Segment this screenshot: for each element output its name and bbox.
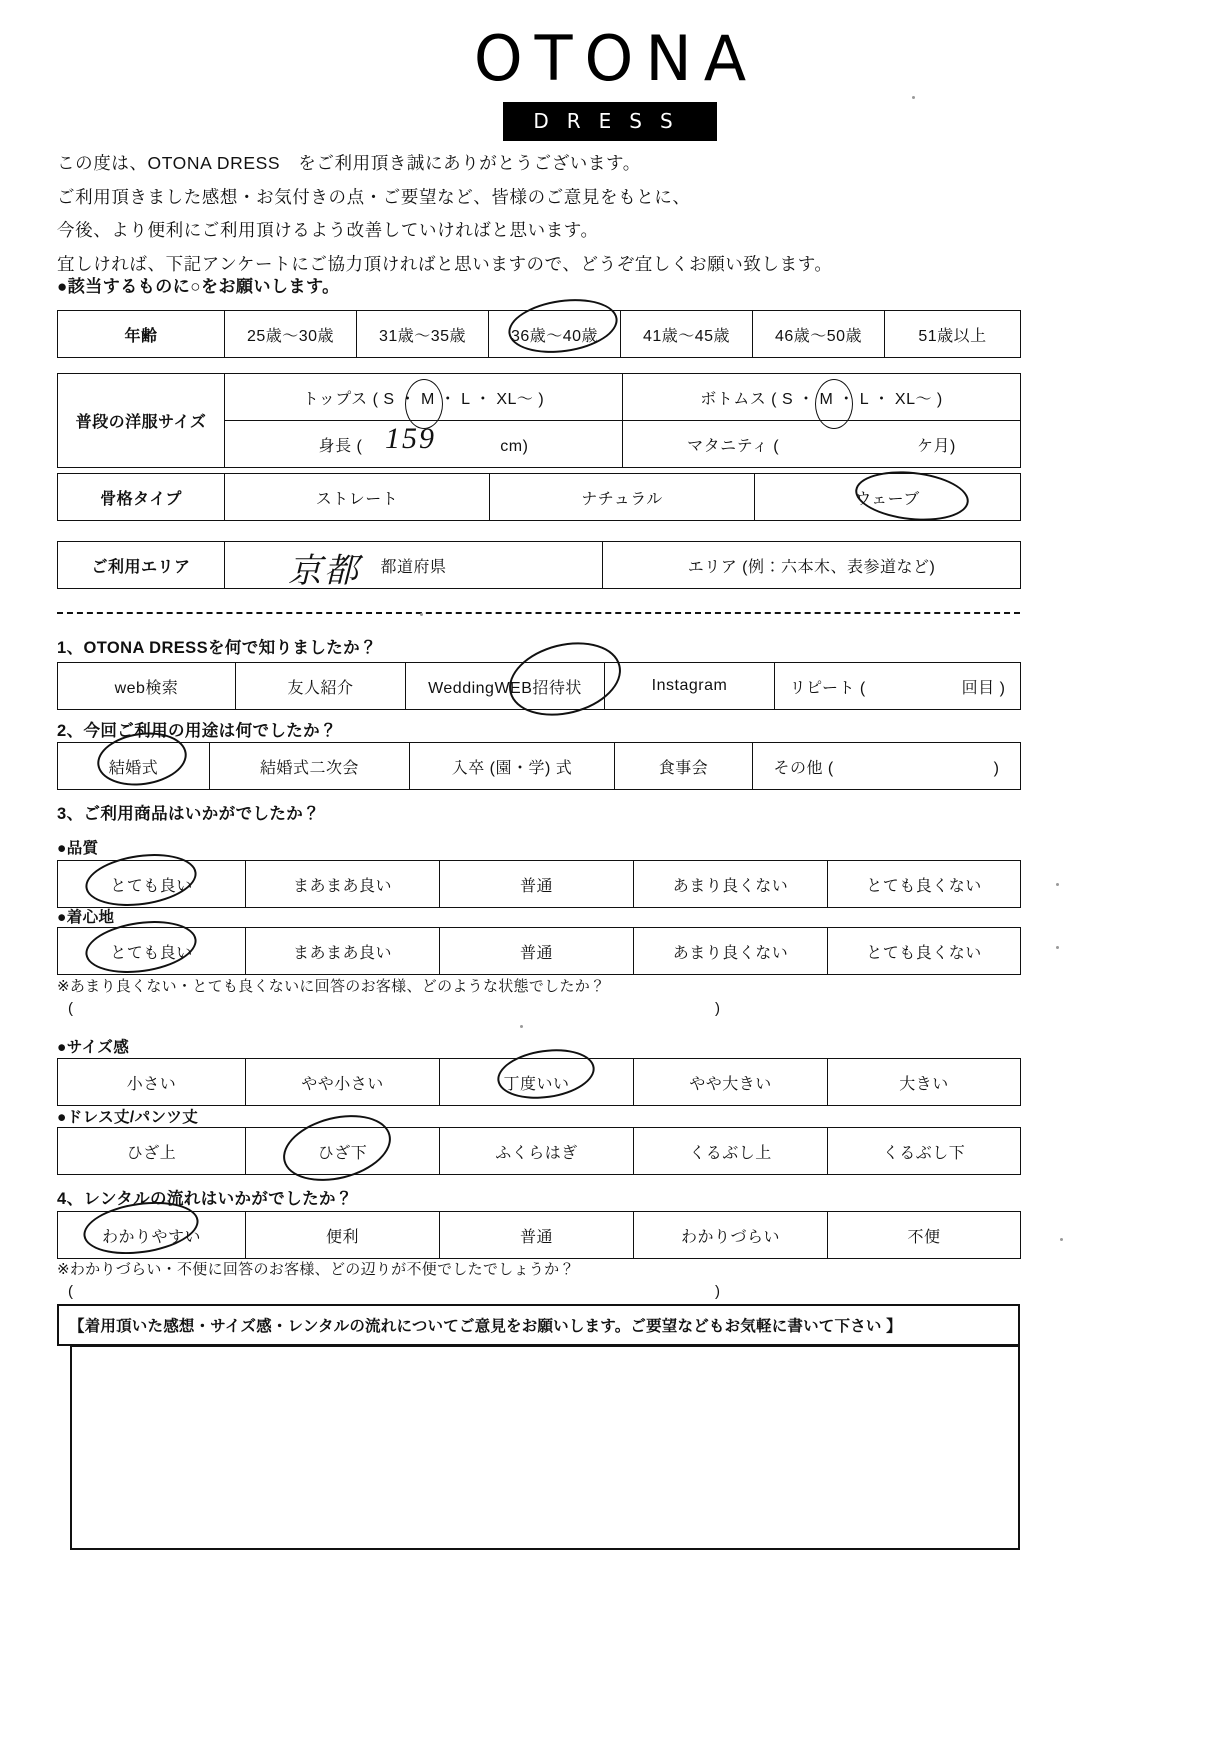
q1-option-2[interactable]: WeddingWEB招待状 [406,663,605,710]
q4-option-0[interactable]: わかりやすい [58,1212,246,1259]
q3-fit-option-1[interactable]: やや小さい [246,1059,440,1106]
q3-length-table [57,1127,1021,1175]
height-label: 身長 ( [318,437,363,455]
table-row [58,1059,1021,1106]
comment-section-title: 【着用頂いた感想・サイズ感・レンタルの流れについてご意見をお願いします。ご要望などもお気軽に書いて下さい 】 [57,1304,1020,1346]
q3-fit-table [57,1058,1021,1106]
q3-length-label: ●ドレス丈/パンツ丈 [57,1109,199,1126]
prefecture-cell[interactable]: 都道府県 [225,542,603,589]
frame-option-2[interactable]: ウェーブ [755,474,1021,521]
intro-line-2: ご利用頂きました感想・お気付きの点・ご要望など、皆様のご意見をもとに、 [57,186,691,207]
q3-comfort-label: ●着心地 [57,909,115,926]
scan-speck [1060,1238,1063,1241]
q3-comfort-option-4[interactable]: とても良くない [828,928,1021,975]
age-option-5[interactable]: 51歳以上 [885,311,1021,358]
age-option-0[interactable]: 25歳〜30歳 [225,311,357,358]
q3-length-option-3[interactable]: くるぶし上 [634,1128,828,1175]
maternity-label: マタニティ ( [687,437,780,455]
q2-option-0[interactable]: 結婚式 [58,743,210,790]
table-row [58,542,1021,589]
q1-repeat-label: リピート ( [789,679,866,697]
q1-repeat-suffix: 回目 ) [961,679,1006,697]
area-label: ご利用エリア [58,542,225,589]
q4-table [57,1211,1021,1259]
brand-name: OTONA [473,22,759,95]
table-row [58,743,1021,790]
q1-option-4[interactable] [775,663,1021,710]
maternity-unit: ケ月) [917,437,956,455]
q4-title: 4、レンタルの流れはいかがでしたか？ [57,1190,353,1208]
q4-option-2[interactable]: 普通 [440,1212,634,1259]
q3-comfort-note: ※あまり良くない・とても良くないに回答のお客様、どのような状態でしたか？ [57,978,606,995]
table-row [58,1128,1021,1175]
scan-speck [912,96,915,99]
scan-speck [1056,946,1059,949]
q3-comfort-option-0[interactable]: とても良い [58,928,246,975]
q2-title: 2、今回ご利用の用途は何でしたか？ [57,722,337,740]
age-option-3[interactable]: 41歳〜45歳 [621,311,753,358]
q4-option-3[interactable]: わかりづらい [634,1212,828,1259]
area-hint-cell[interactable]: エリア (例：六本木、表参道など) [603,542,1021,589]
q3-comfort-table [57,927,1021,975]
table-row [58,928,1021,975]
scan-speck [1056,883,1059,886]
q1-table [57,662,1021,710]
frame-option-1[interactable]: ナチュラル [490,474,755,521]
q2-table [57,742,1021,790]
q3-fit-option-3[interactable]: やや大きい [634,1059,828,1106]
q3-quality-option-0[interactable]: とても良い [58,861,246,908]
clothing-size-label: 普段の洋服サイズ [58,374,225,468]
q1-title: 1、OTONA DRESSを何で知りましたか？ [57,639,377,657]
q3-title: 3、ご利用商品はいかがでしたか？ [57,805,321,823]
table-row [58,474,1021,521]
q3-quality-option-3[interactable]: あまり良くない [634,861,828,908]
scan-speck [420,613,423,616]
intro-line-4: 宜しければ、下記アンケートにご協力頂ければと思いますので、どうぞ宜しくお願い致します。 [57,253,833,274]
q4-note-open: ( [68,1283,74,1300]
handwritten-prefecture-value: 京都 [288,553,360,590]
clothing-size-table [57,373,1021,468]
q3-fit-option-4[interactable]: 大きい [828,1059,1021,1106]
age-option-2[interactable]: 36歳〜40歳 [489,311,621,358]
q4-option-4[interactable]: 不便 [828,1212,1021,1259]
q2-option-4[interactable] [753,743,1021,790]
maternity-cell[interactable] [623,421,1021,468]
q2-option-1[interactable]: 結婚式二次会 [210,743,410,790]
q3-quality-option-4[interactable]: とても良くない [828,861,1021,908]
q3-fit-option-2[interactable]: 丁度いい [440,1059,634,1106]
q3-comfort-option-1[interactable]: まあまあ良い [246,928,440,975]
intro-text [57,152,1057,287]
q1-option-3[interactable]: Instagram [605,663,775,710]
bottoms-size-options[interactable]: ボトムス ( S ・ M ・ L ・ XL〜 ) [623,374,1021,421]
frame-type-label: 骨格タイプ [58,474,225,521]
tops-size-options[interactable]: トップス ( S ・ M ・ L ・ XL〜 ) [225,374,623,421]
height-unit: cm) [500,437,529,455]
q3-quality-label: ●品質 [57,840,99,857]
q3-length-option-0[interactable]: ひざ上 [58,1128,246,1175]
q3-fit-label: ●サイズ感 [57,1039,130,1056]
brand-subname: DRESS [503,102,716,141]
frame-type-table [57,473,1021,521]
table-row [58,311,1021,358]
q2-other-label: その他 ( [773,759,834,777]
q3-length-option-2[interactable]: ふくらはぎ [440,1128,634,1175]
q3-length-option-1[interactable]: ひざ下 [246,1128,440,1175]
scan-speck [520,1025,523,1028]
intro-line-1: この度は、OTONA DRESS をご利用頂き誠にありがとうございます。 [57,153,641,173]
q2-option-2[interactable]: 入卒 (園・学) 式 [410,743,615,790]
table-row [58,1212,1021,1259]
q3-comfort-option-2[interactable]: 普通 [440,928,634,975]
q2-other-suffix: ) [993,759,1000,777]
age-option-1[interactable]: 31歳〜35歳 [357,311,489,358]
q3-length-option-4[interactable]: くるぶし下 [828,1128,1021,1175]
age-option-4[interactable]: 46歳〜50歳 [753,311,885,358]
circle-instruction: ●該当するものに○をお願いします。 [57,277,340,296]
brand-logo [0,22,1220,141]
table-row [58,663,1021,710]
q3-fit-option-0[interactable]: 小さい [58,1059,246,1106]
q3-comfort-option-3[interactable]: あまり良くない [634,928,828,975]
q3-comfort-note-open: ( [68,1000,74,1017]
table-row [58,861,1021,908]
q4-note-close: ) [715,1283,721,1300]
age-label: 年齢 [58,311,225,358]
handwritten-height-value: 159 [385,422,436,455]
table-row [58,374,1021,421]
q2-option-3[interactable]: 食事会 [615,743,753,790]
height-cell[interactable] [225,421,623,468]
frame-option-0[interactable]: ストレート [225,474,490,521]
q4-note: ※わかりづらい・不便に回答のお客様、どの辺りが不便でしたでしょうか？ [57,1261,575,1278]
age-table [57,310,1021,358]
q3-quality-option-1[interactable]: まあまあ良い [246,861,440,908]
intro-line-3: 今後、より便利にご利用頂けるよう改善していければと思います。 [57,220,599,241]
area-table [57,541,1021,589]
q1-option-1[interactable]: 友人紹介 [236,663,406,710]
q3-quality-table [57,860,1021,908]
q1-option-0[interactable]: web検索 [58,663,236,710]
q3-comfort-note-close: ) [715,1000,721,1017]
section-divider [57,612,1020,614]
q4-option-1[interactable]: 便利 [246,1212,440,1259]
q3-quality-option-2[interactable]: 普通 [440,861,634,908]
comment-input-box[interactable] [70,1345,1020,1550]
